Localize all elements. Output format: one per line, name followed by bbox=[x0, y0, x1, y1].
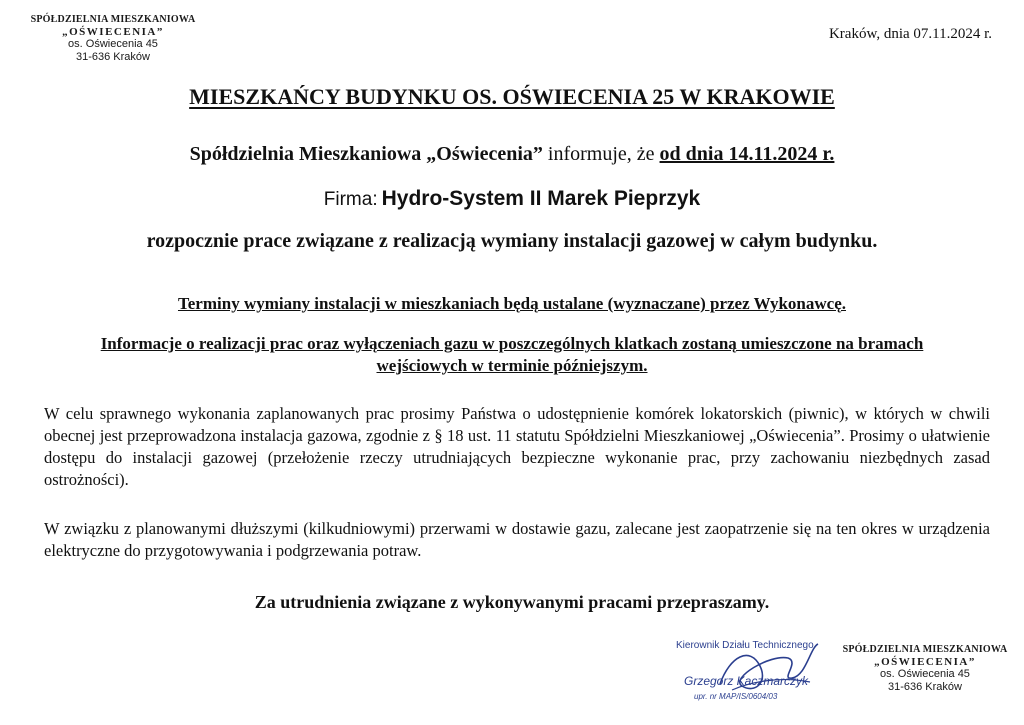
document-date: Kraków, dnia 07.11.2024 r. bbox=[828, 26, 992, 42]
stamp-bottom-line2: „OŚWIECENIA” bbox=[874, 655, 976, 668]
stamp-top-line4: 31-636 Kraków bbox=[76, 50, 150, 63]
intro-org: Spółdzielnia Mieszkaniowa „Oświecenia” bbox=[189, 143, 543, 165]
intro-text: informuje, że bbox=[542, 143, 660, 165]
signature-license: upr. nr MAP/IS/0604/03 bbox=[694, 692, 778, 701]
signature-name: Grzegorz Kaczmarczyk bbox=[684, 674, 809, 688]
stamp-bottom-line4: 31-636 Kraków bbox=[888, 680, 962, 693]
stamp-top-line3: os. Oświecenia 45 bbox=[68, 38, 158, 51]
stamp-top bbox=[28, 14, 198, 63]
stamp-bottom bbox=[840, 644, 1010, 693]
signature-block bbox=[660, 636, 840, 714]
signature-role: Kierownik Działu Technicznego bbox=[676, 640, 814, 651]
page-title: MIESZKAŃCY BUDYNKU OS. OŚWIECENIA 25 W KRAKOWIE bbox=[189, 84, 835, 109]
firm-label: Firma: bbox=[323, 189, 378, 210]
notice-information-line1: Informacje o realizacji prac oraz wyłączeniach gazu w poszczególnych klatkach zostaną umieszczone na bramach bbox=[100, 334, 924, 353]
notice-terms: Terminy wymiany instalacji w mieszkaniach będą ustalane (wyznaczane) przez Wykonawcę. bbox=[177, 294, 846, 313]
firm-name: Hydro-System II Marek Pieprzyk bbox=[381, 187, 701, 210]
paragraph-gas-outage: W związku z planowanymi dłuższymi (kilkudniowymi) przerwami w dostawie gazu, zalecane jest zaopatrzenie się na ten okres w urządzenia elektryczne do przygotowywania i podgrzewania potraw. bbox=[44, 519, 990, 560]
notice-information bbox=[0, 333, 1024, 377]
closing-apology: Za utrudnienia związane z wykonywanymi pracami przepraszamy. bbox=[254, 592, 770, 612]
stamp-bottom-line3: os. Oświecenia 45 bbox=[880, 668, 970, 681]
paragraph-access: W celu sprawnego wykonania zaplanowanych prac prosimy Państwa o udostępnienie komórek lokatorskich (piwnic), w których w chwili obecnej jest przeprowadzona instalacja gazowa, zgodnie z § 18 ust. 11 statutu Spółdzielni Mieszkaniowej „Oświecenia”. Prosimy o ułatwienie dostępu do instalacji gazowej (przełożenie rzeczy utrudniających bezpieczne wykonanie prac, przy zachowaniu niezbędnych zasad ostrożności). bbox=[44, 404, 990, 489]
notice-information-line2: wejściowych w terminie późniejszym. bbox=[376, 356, 648, 375]
stamp-top-line1: SPÓŁDZIELNIA MIESZKANIOWA bbox=[30, 14, 196, 25]
stamp-top-line2: „OŚWIECENIA” bbox=[62, 25, 164, 38]
announcement: rozpocznie prace związane z realizacją wymiany instalacji gazowej w całym budynku. bbox=[146, 230, 878, 252]
intro-line bbox=[0, 143, 1024, 166]
stamp-bottom-line1: SPÓŁDZIELNIA MIESZKANIOWA bbox=[842, 644, 1008, 655]
firm-line bbox=[0, 187, 1024, 211]
intro-date: od dnia 14.11.2024 r. bbox=[659, 143, 835, 165]
